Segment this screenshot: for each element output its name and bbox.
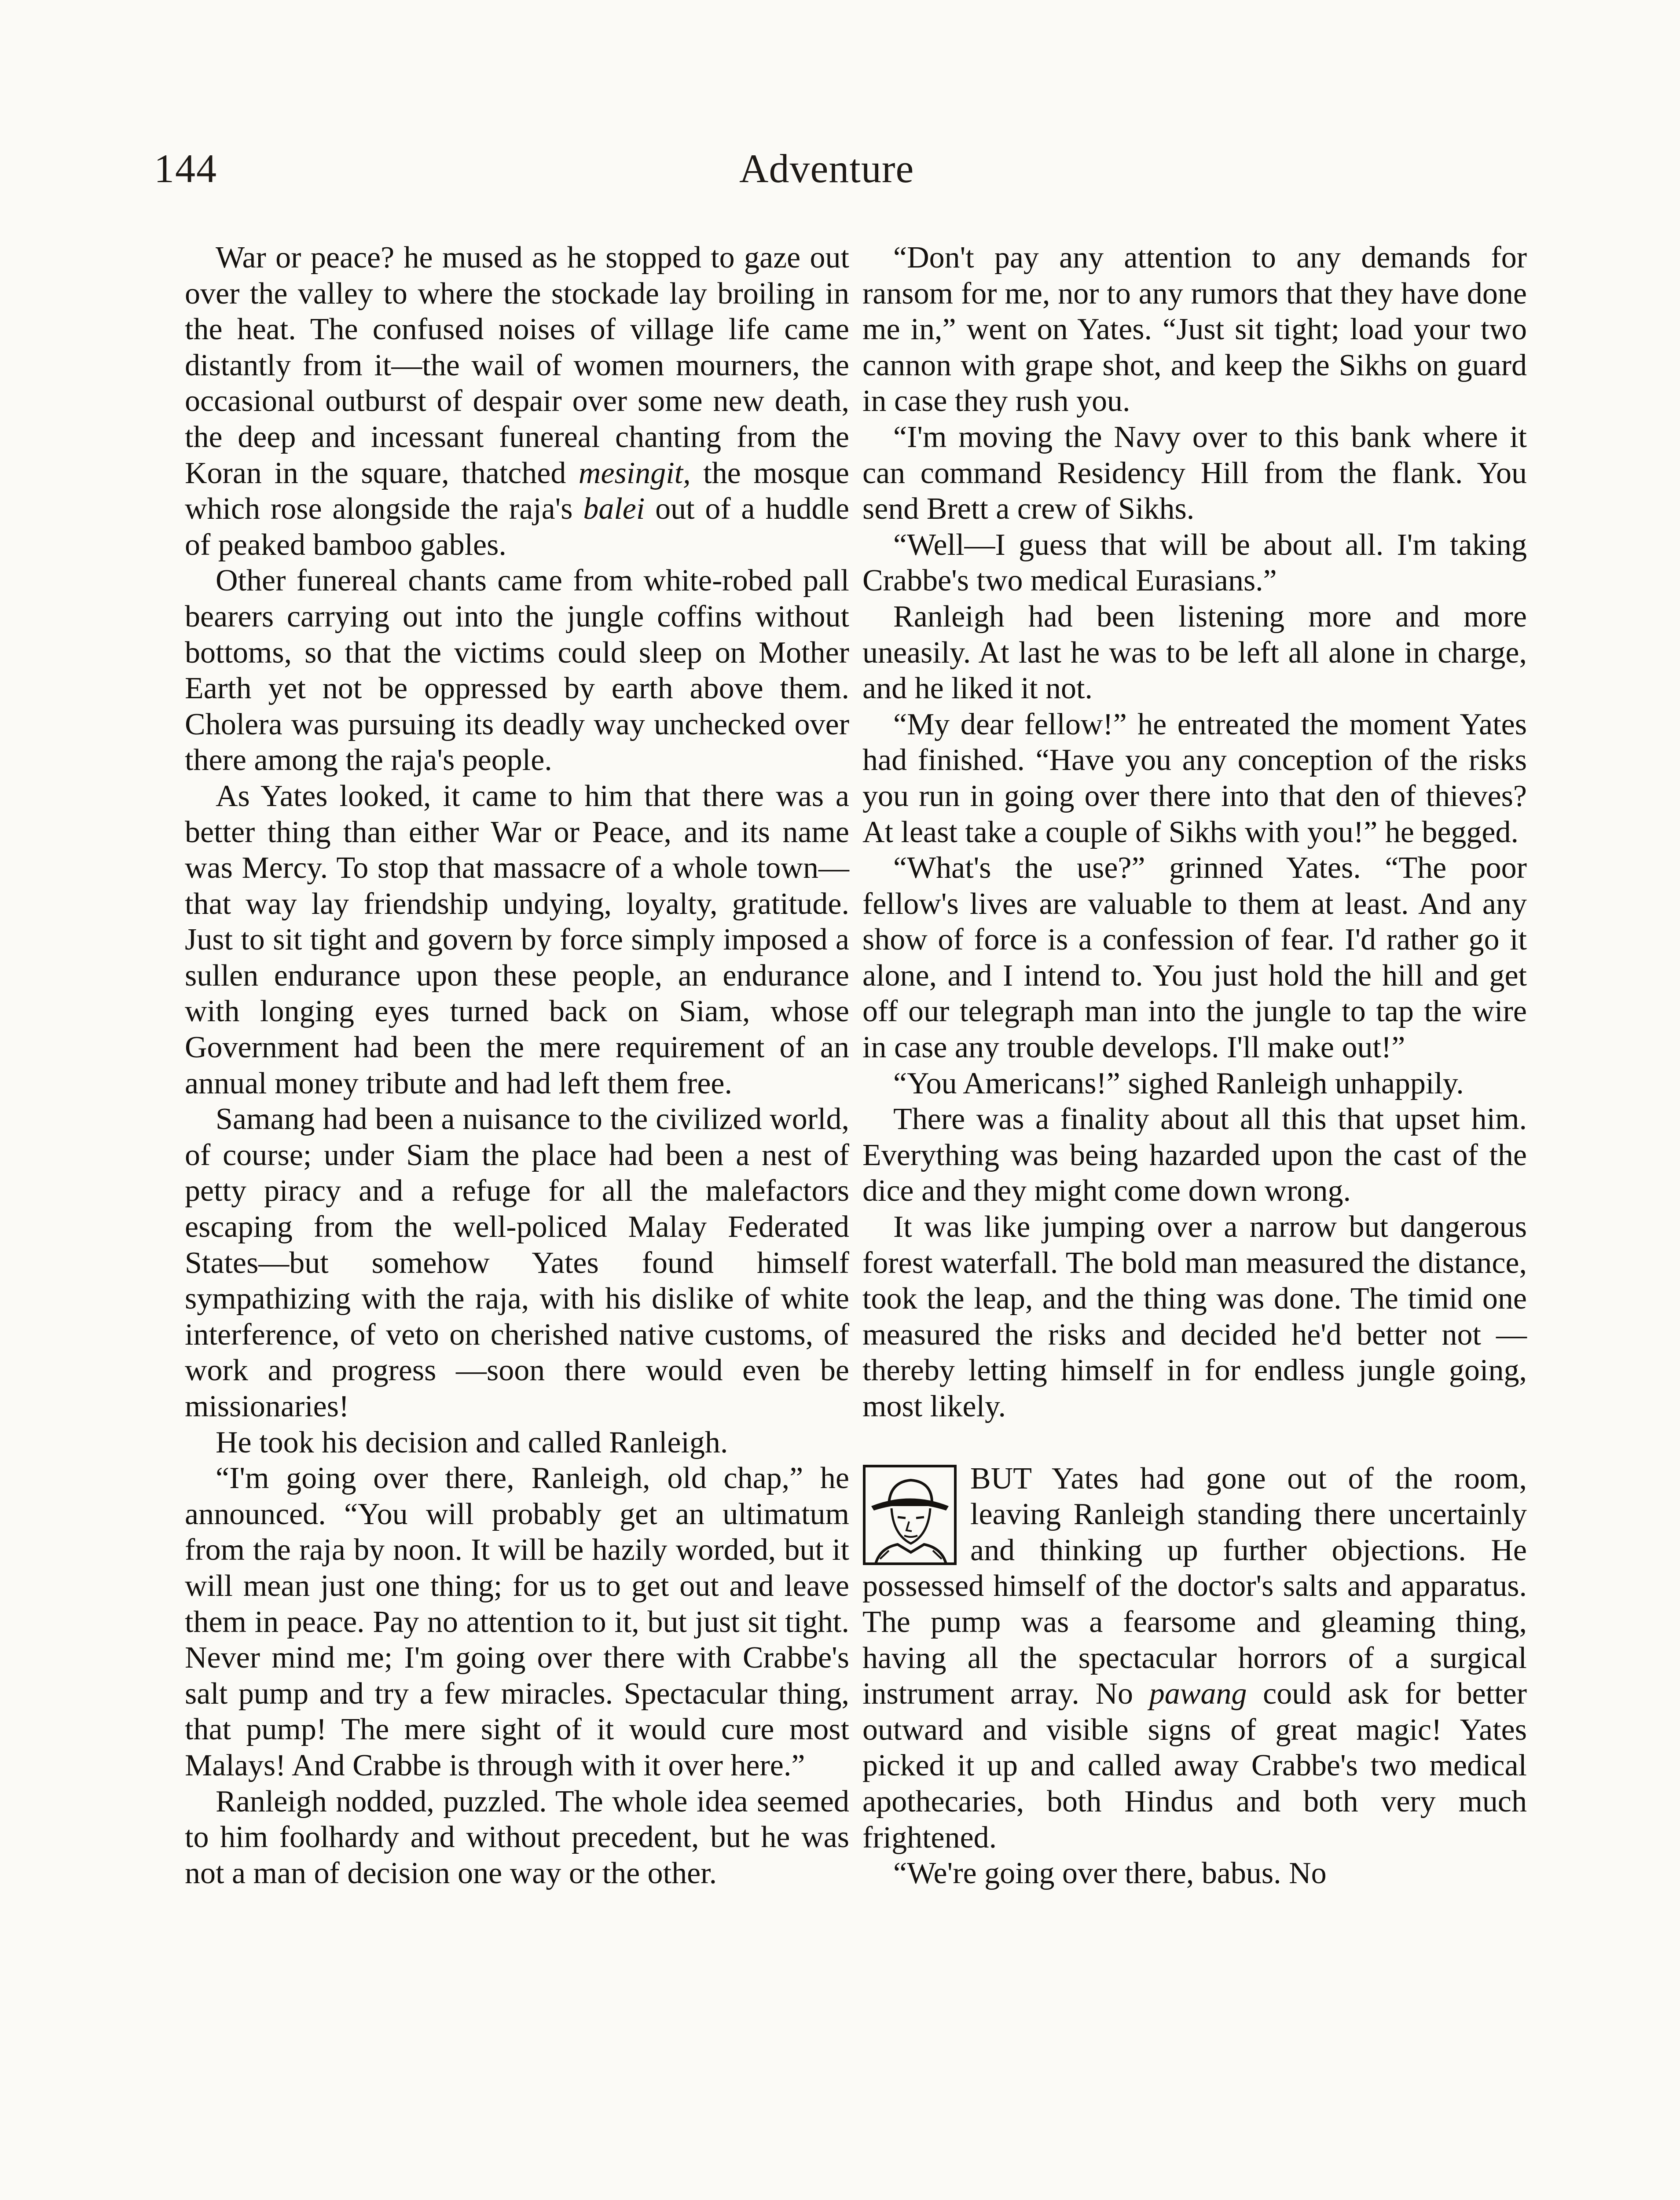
paragraph: It was like jumping over a narrow but dangerous forest waterfall. The bold man measured the distance, took the leap, and the thing was done. The timid one measured the risks and decided he'd better not —thereby letting himself in for endless jungle going, most likely. xyxy=(862,1210,1527,1423)
paragraph: As Yates looked, it came to him that there was a better thing than either War or Peace, and its name was Mercy. To stop that massacre of a whole town—that way lay friendship undying, loyalty, gratitude. Just to sit tight and govern by force simply imposed a sullen endurance upon these people, an endurance with longing eyes turned back on Siam, whose Government had been the mere requirement of an annual money tribute and had left them free. xyxy=(185,779,849,1100)
paragraph: War or peace? he mused as he stopped to gaze out over the valley to where the stockade lay broiling in the heat. The confused noises of village life came distantly from it—the wail of women mourners, the occasional outburst of despair over some new death, the deep and incessant funereal chanting from the Koran in the square, thatched mesingit, the mosque which rose alongside the raja's balei out of a huddle of peaked bamboo gables. xyxy=(185,241,849,562)
paragraph: Other funereal chants came from white-robed pall bearers carrying out into the jungle coffins without bottoms, so that the victims could sleep on Mother Earth yet not be oppressed by earth above them. Cholera was pursuing its deadly way unchecked over there among the raja's people. xyxy=(185,564,849,777)
paragraph: Ranleigh nodded, puzzled. The whole idea seemed to him foolhardy and without precedent, but he was not a man of decision one way or the other. xyxy=(185,1784,849,1890)
paragraph: Ranleigh had been listening more and more uneasily. At last he was to be left all alone in charge, and he liked it not. xyxy=(862,599,1527,706)
paragraph: “We're going over there, babus. No xyxy=(893,1856,1327,1891)
section-break xyxy=(862,1425,1527,1461)
section-opening-paragraph: BUT Yates had gone out of the room, leaving Ranleigh standing there uncertainly and thinking up further objections. He possessed himself of the doctor's salts and apparatus. The pump was a fearsome and gleaming thing, having all the spectacular horrors of a surgical instrument array. No pawang could ask for better outward and visible signs of great magic! Yates picked it up and called away Crabbe's two medical apothecaries, both Hindus and both very much frightened. xyxy=(862,1461,1527,1855)
paragraph: “I'm moving the Navy over to this bank where it can command Residency Hill from the flank. You send Brett a crew of Sikhs. xyxy=(862,420,1527,526)
paragraph: “What's the use?” grinned Yates. “The poor fellow's lives are valuable to them at least. And any show of force is a confession of fear. I'd rather go it alone, and I intend to. You just hold the hill and get off our telegraph man into the jungle to tap the wire in case any trouble develops. I'll make out!” xyxy=(862,851,1527,1065)
paragraph: There was a finality about all this that upset him. Everything was being hazarded upon the cast of the dice and they might come down wrong. xyxy=(862,1102,1527,1208)
paragraph: “My dear fellow!” he entreated the moment Yates had finished. “Have you any conception of the risks you run in going over there into that den of thieves? At least take a couple of Sikhs with you!” he begged. xyxy=(862,707,1527,849)
paragraph: “Don't pay any attention to any demands for ransom for me, nor to any rumors that they have done me in,” went on Yates. “Just sit tight; load your two cannon with grape shot, and keep the Sikhs on guard in case they rush you. xyxy=(862,241,1527,418)
paragraph: “I'm going over there, Ranleigh, old chap,” he announced. “You will probably get an ultimatum from the raja by noon. It will be hazily worded, but it will mean just one thing; for us to get out and leave them in peace. Pay no attention to it, but just sit tight. Never mind me; I'm going over there with Crabbe's salt pump and try a few miracles. Spectacular thing, that pump! The mere sight of it would cure most Malays! And Crabbe is through with it over here.” xyxy=(185,1461,849,1782)
right-text-column xyxy=(862,240,1527,1892)
left-text-column xyxy=(185,240,849,1891)
paragraph: “Well—I guess that will be about all. I'm taking Crabbe's two medical Eurasians.” xyxy=(862,528,1527,598)
paragraph: He took his decision and called Ranleigh. xyxy=(216,1425,728,1459)
paragraph: “You Americans!” sighed Ranleigh unhappily. xyxy=(893,1066,1464,1100)
running-title: Adventure xyxy=(739,146,914,191)
page-header xyxy=(0,145,1680,211)
hatted-figure-spot-illustration xyxy=(862,1464,957,1566)
page-number: 144 xyxy=(154,146,217,191)
paragraph: Samang had been a nuisance to the civilized world, of course; under Siam the place had been a nest of petty piracy and a refuge for all the malefactors escaping from the well-policed Malay Federated States—but somehow Yates found himself sympathizing with the raja, with his dislike of white interference, of veto on cherished native customs, of work and progress —soon there would even be missionaries! xyxy=(185,1102,849,1423)
